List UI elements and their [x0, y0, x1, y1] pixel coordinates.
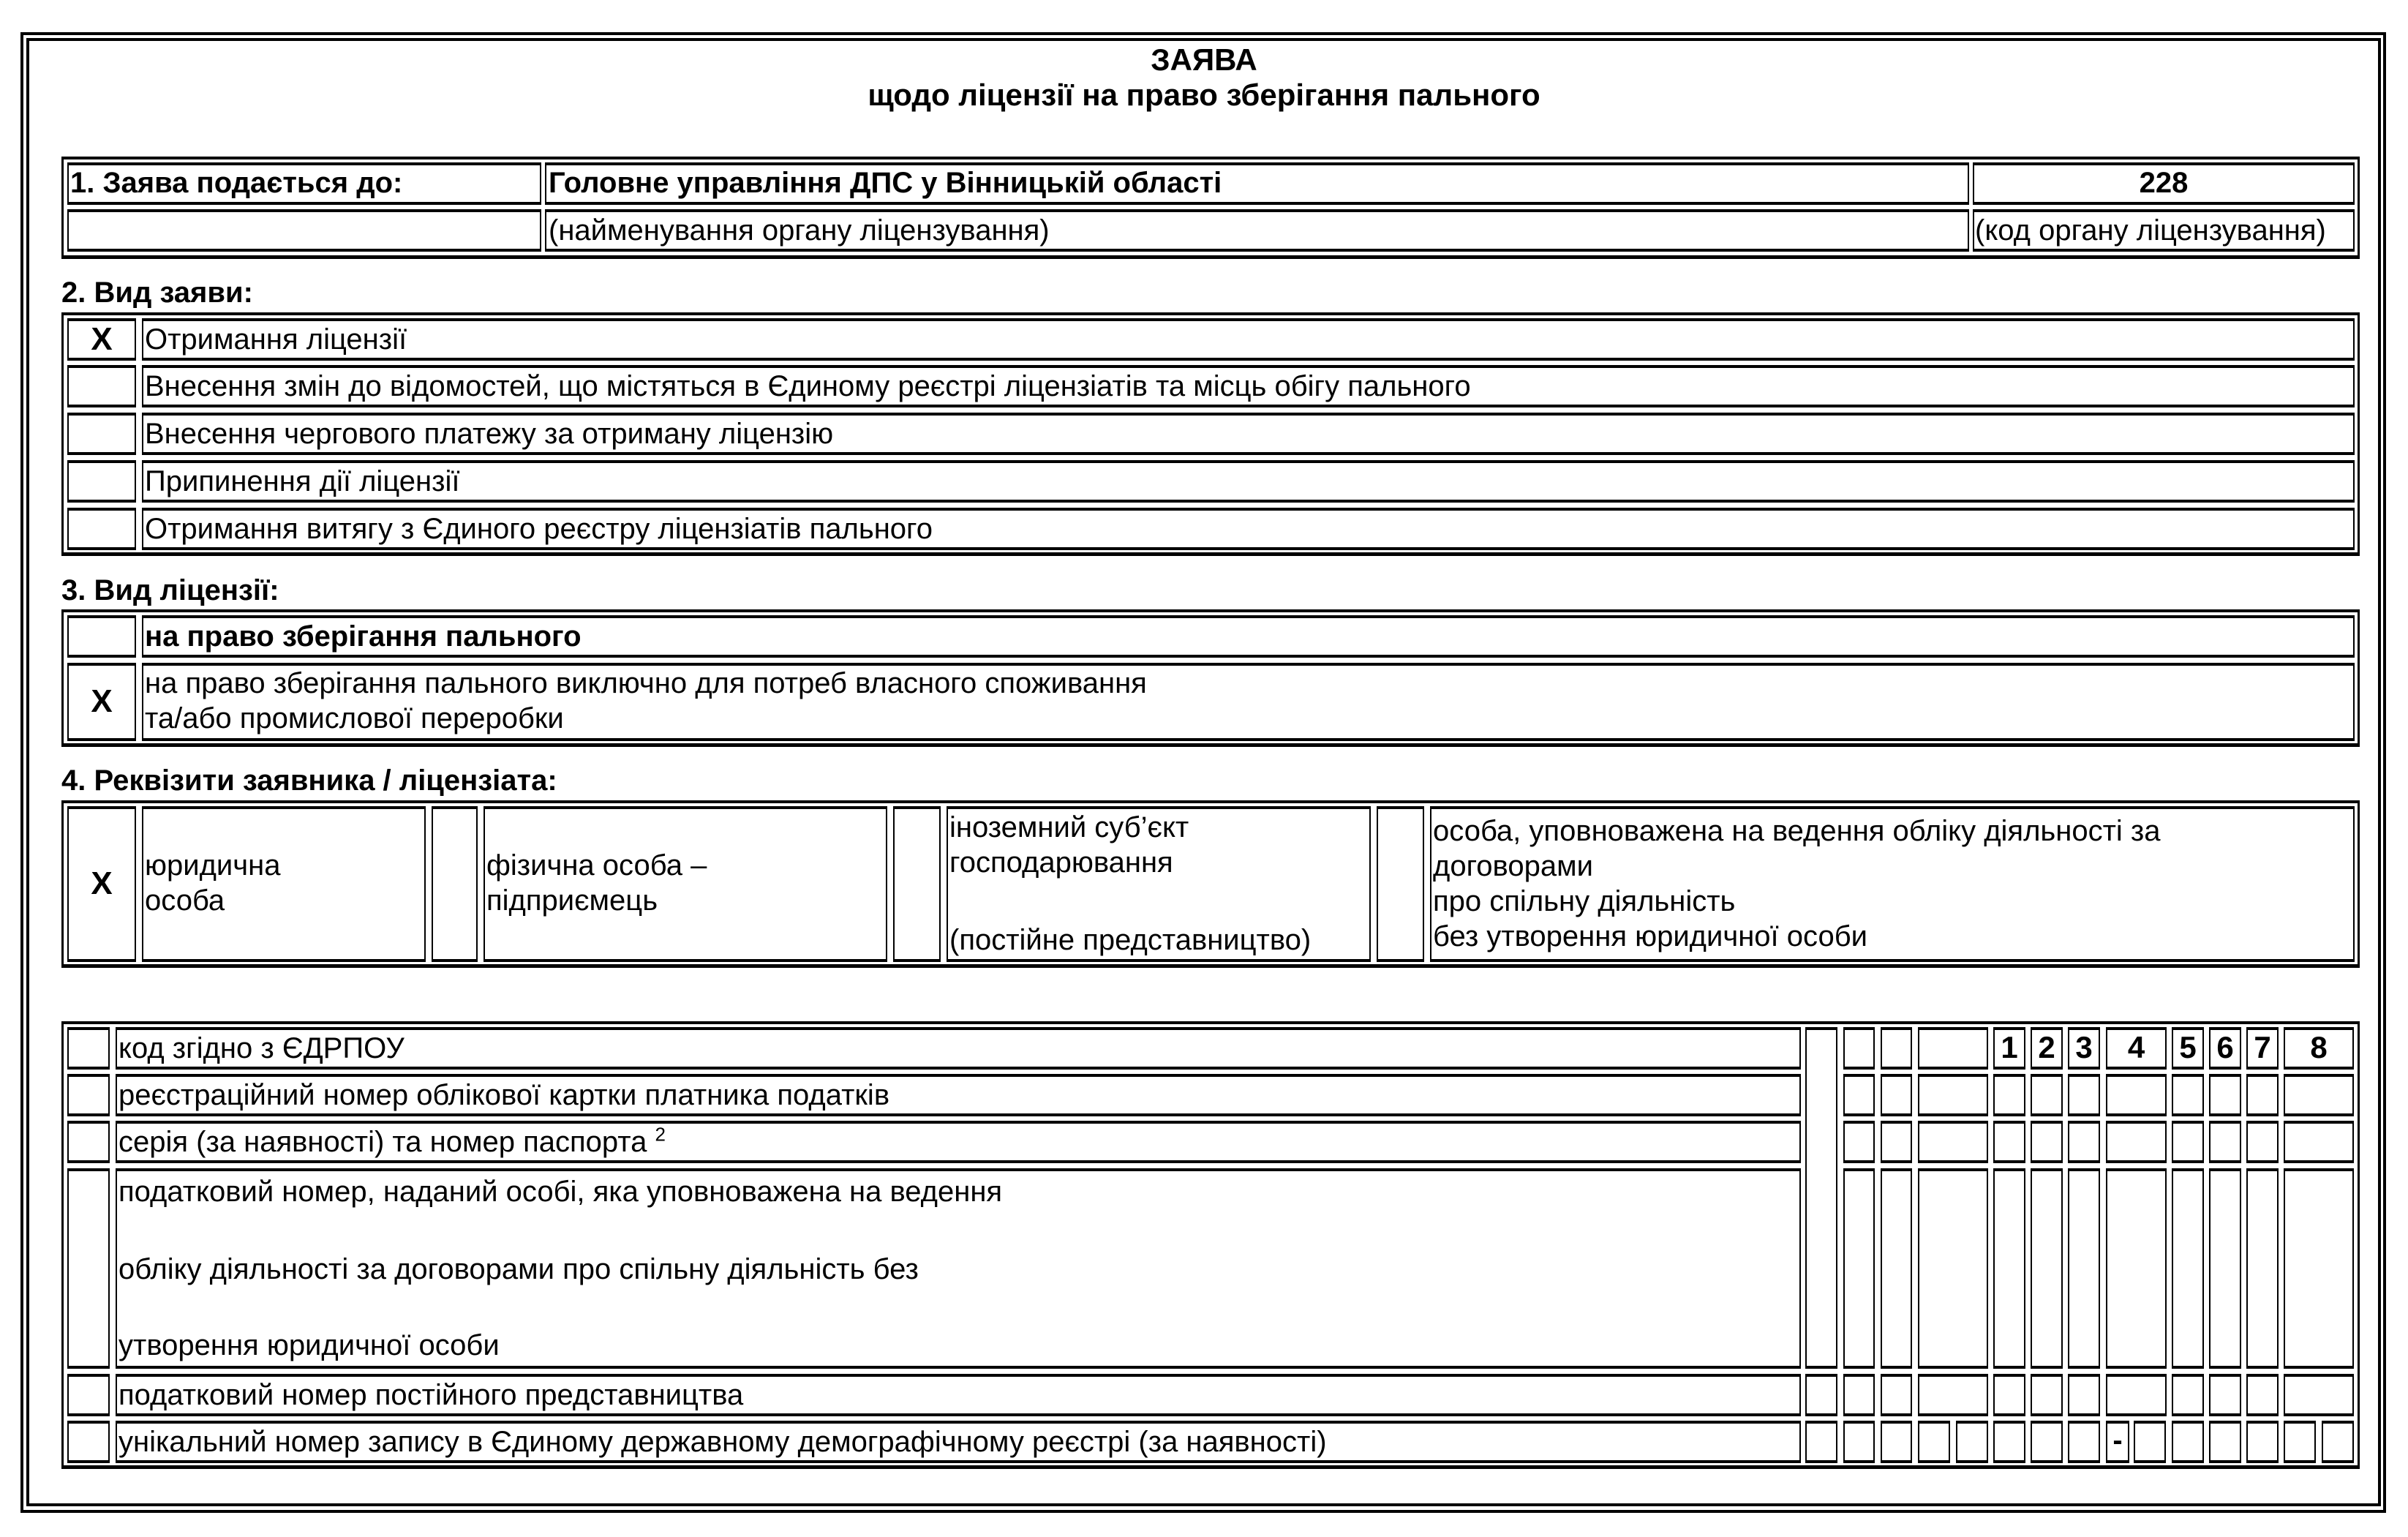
code-digit-cell[interactable]	[2209, 1421, 2241, 1463]
form-title: ЗАЯВА	[1151, 42, 1257, 77]
passport-label-text: серія (за наявності) та номер паспорта	[118, 1126, 647, 1158]
code-digit-cell[interactable]	[2068, 1421, 2100, 1463]
code-digit-cell[interactable]	[2246, 1168, 2279, 1369]
applicant-type-label-line2: господарювання	[949, 846, 1173, 879]
code-digit-cell[interactable]	[1881, 1421, 1912, 1463]
applicant-type-label-line1: іноземний суб’єкт	[949, 811, 1189, 843]
authority-code-caption: (код органу ліцензування)	[1975, 214, 2326, 247]
digit-header-4: 4	[2127, 1030, 2145, 1064]
authority-code: 228	[2139, 167, 2189, 199]
code-digit-cell[interactable]	[2031, 1421, 2063, 1463]
applicant-type-label-line3: (постійне представництво)	[949, 924, 1312, 956]
authority-name: Головне управління ДПС у Вінницькій області	[549, 167, 1222, 199]
code-digit-cell[interactable]	[2246, 1421, 2279, 1463]
applicant-type-label-line2: особа	[145, 884, 225, 917]
application-type-checkbox-4[interactable]	[67, 508, 136, 550]
code-digit-cell[interactable]	[2106, 1374, 2167, 1416]
application-type-checkbox-3[interactable]	[67, 460, 136, 503]
applicant-type-label-line1: фізична особа –	[486, 849, 707, 882]
applicant-type-label-line3: про спільну діяльність	[1433, 885, 1736, 917]
section3-heading: 3. Вид ліцензії:	[61, 574, 279, 606]
code-digit-cell[interactable]	[2172, 1074, 2204, 1116]
section1-empty-cell	[67, 209, 541, 252]
demographic-separator: -	[2112, 1424, 2123, 1457]
application-type-label: Отримання витягу з Єдиного реєстру ліцензіатів пального	[145, 513, 933, 545]
code-digit-cell[interactable]	[2106, 1121, 2167, 1163]
code-digit-cell[interactable]	[1881, 1074, 1912, 1116]
code-digit-cell[interactable]	[1843, 1074, 1875, 1116]
code-digit-cell[interactable]	[1843, 1168, 1875, 1369]
code-digit-cell[interactable]	[1918, 1074, 1988, 1116]
authority-name-caption: (найменування органу ліцензування)	[549, 214, 1050, 247]
application-type-label: Отримання ліцензії	[145, 323, 407, 356]
code-digit-cell[interactable]	[2322, 1421, 2354, 1463]
checkbox-mark: X	[91, 321, 113, 357]
code-digit-cell[interactable]	[1993, 1168, 2025, 1369]
digit-header-3: 3	[2075, 1030, 2093, 1064]
code-digit-cell[interactable]	[2031, 1074, 2063, 1116]
code-digit-cell[interactable]	[2284, 1168, 2354, 1369]
digit-header-2: 2	[2038, 1030, 2055, 1064]
code-digit-cell[interactable]	[2246, 1074, 2279, 1116]
code-digit-cell[interactable]	[1843, 1421, 1875, 1463]
code-digit-cell[interactable]	[2246, 1374, 2279, 1416]
application-type-checkbox-2[interactable]	[67, 413, 136, 455]
applicant-type-label-line1: юридична	[145, 849, 281, 882]
footnote-2: 2	[655, 1123, 666, 1146]
code-digit-cell[interactable]	[1843, 1027, 1875, 1070]
code-digit-cell[interactable]	[2031, 1374, 2063, 1416]
digit-header-6: 6	[2216, 1030, 2234, 1064]
code-digit-cell[interactable]	[2068, 1074, 2100, 1116]
code-digit-cell[interactable]	[2106, 1168, 2167, 1369]
code-row-label-edrpou: код згідно з ЄДРПОУ	[118, 1032, 405, 1064]
code-digit-cell[interactable]	[1993, 1074, 2025, 1116]
code-digit-cell[interactable]	[2172, 1374, 2204, 1416]
code-digit-cell[interactable]	[2172, 1421, 2204, 1463]
code-row-checkbox-representative-office[interactable]	[67, 1374, 110, 1416]
digit-header-7: 7	[2254, 1030, 2271, 1064]
code-digit-cell[interactable]	[2031, 1168, 2063, 1369]
code-digit-cell[interactable]	[2172, 1168, 2204, 1369]
application-type-label-cell	[142, 318, 2355, 361]
digit-header-1: 1	[2001, 1030, 2018, 1064]
digit-header-5: 5	[2179, 1030, 2197, 1064]
code-digit-cell[interactable]	[2284, 1374, 2354, 1416]
code-digit-cell[interactable]	[2284, 1121, 2354, 1163]
code-digit-cell[interactable]	[1993, 1421, 2025, 1463]
digit-header-8: 8	[2310, 1030, 2328, 1064]
code-digit-cell[interactable]	[2209, 1074, 2241, 1116]
application-type-label-cell	[142, 460, 2355, 503]
code-digit-cell[interactable]	[2068, 1374, 2100, 1416]
checkbox-mark: X	[91, 683, 113, 719]
application-type-checkbox-1[interactable]	[67, 365, 136, 407]
application-type-label: Припинення дії ліцензії	[145, 465, 460, 497]
code-digit-cell[interactable]	[2134, 1421, 2166, 1463]
code-digit-cell[interactable]	[1881, 1168, 1912, 1369]
code-row-checkbox-demographic-register[interactable]	[67, 1421, 110, 1463]
code-digit-cell[interactable]	[1918, 1168, 1988, 1369]
code-row-label-taxpayer-card: реєстраційний номер облікової картки платника податків	[118, 1079, 890, 1111]
code-digit-cell[interactable]	[1956, 1421, 1988, 1463]
code-row-label-representative-office: податковий номер постійного представництва	[118, 1379, 744, 1411]
code-row-label-joint-line2: обліку діяльності за договорами про спільну діяльність без	[118, 1253, 919, 1285]
code-row-checkbox-edrpou[interactable]	[67, 1027, 110, 1070]
code-digit-cell[interactable]	[2068, 1168, 2100, 1369]
code-row-checkbox-taxpayer-card[interactable]	[67, 1074, 110, 1116]
code-digit-cell[interactable]	[1918, 1374, 1988, 1416]
code-digit-cell[interactable]	[2209, 1374, 2241, 1416]
code-row-label-joint-line1: податковий номер, наданий особі, яка уповноважена на ведення	[118, 1176, 1003, 1208]
applicant-type-checkbox-joint-activity[interactable]	[1377, 806, 1424, 962]
form-subtitle: щодо ліцензії на право зберігання пального	[868, 78, 1540, 112]
code-digit-cell[interactable]	[1805, 1374, 1837, 1416]
code-digit-cell[interactable]	[1881, 1121, 1912, 1163]
section1-label: 1. Заява подається до:	[70, 167, 403, 199]
code-digit-cell[interactable]	[2068, 1121, 2100, 1163]
applicant-type-checkbox-foreign-entity[interactable]	[893, 806, 941, 962]
code-digit-cell[interactable]	[2172, 1121, 2204, 1163]
code-digit-cell[interactable]	[1918, 1027, 1988, 1070]
code-spacer-cell	[1805, 1027, 1837, 1369]
application-type-label: Внесення змін до відомостей, що містяться в Єдиному реєстрі ліцензіатів та місць обігу пального	[145, 370, 1471, 402]
checkbox-mark: X	[91, 865, 113, 901]
applicant-type-label-line1: особа, уповноважена на ведення обліку діяльності за	[1433, 815, 2161, 847]
code-row-label-demographic-register: унікальний номер запису в Єдиному державному демографічному реєстрі (за наявності)	[118, 1426, 1327, 1458]
code-digit-cell[interactable]	[1805, 1421, 1837, 1463]
code-digit-cell[interactable]	[1918, 1121, 1988, 1163]
applicant-type-label-line2: договорами	[1433, 850, 1593, 882]
applicant-type-label-line2: підприємець	[486, 884, 658, 917]
code-digit-cell[interactable]	[1993, 1374, 2025, 1416]
code-digit-cell[interactable]	[2106, 1074, 2167, 1116]
code-row-checkbox-joint-activity-tax-number[interactable]	[67, 1168, 110, 1369]
code-row-checkbox-passport[interactable]	[67, 1121, 110, 1163]
code-row-label-passport	[118, 1124, 666, 1160]
applicant-type-checkbox-entrepreneur[interactable]	[432, 806, 478, 962]
code-digit-cell[interactable]	[1918, 1421, 1950, 1463]
code-digit-cell[interactable]	[2209, 1121, 2241, 1163]
code-row-label-joint-line3: утворення юридичної особи	[118, 1329, 500, 1361]
code-digit-cell[interactable]	[2031, 1121, 2063, 1163]
code-digit-cell[interactable]	[2284, 1421, 2316, 1463]
code-digit-cell[interactable]	[2246, 1121, 2279, 1163]
section4-heading: 4. Реквізити заявника / ліцензіата:	[61, 764, 557, 797]
code-digit-cell[interactable]	[2284, 1074, 2354, 1116]
application-type-label: Внесення чергового платежу за отриману ліцензію	[145, 418, 834, 450]
license-type-label-line1: на право зберігання пального виключно для потреб власного споживання	[145, 667, 1147, 699]
code-digit-cell[interactable]	[1881, 1374, 1912, 1416]
license-type-label-line2: та/або промислової переробки	[145, 702, 564, 734]
code-digit-cell[interactable]	[1881, 1027, 1912, 1070]
applicant-type-label-line4: без утворення юридичної особи	[1433, 920, 1867, 952]
section2-heading: 2. Вид заяви:	[61, 277, 253, 309]
code-digit-cell[interactable]	[2209, 1168, 2241, 1369]
code-digit-cell[interactable]	[1993, 1121, 2025, 1163]
license-type-label: на право зберігання пального	[145, 620, 582, 653]
license-type-checkbox-0[interactable]	[67, 615, 136, 658]
code-digit-cell[interactable]	[1843, 1121, 1875, 1163]
code-digit-cell[interactable]	[1843, 1374, 1875, 1416]
